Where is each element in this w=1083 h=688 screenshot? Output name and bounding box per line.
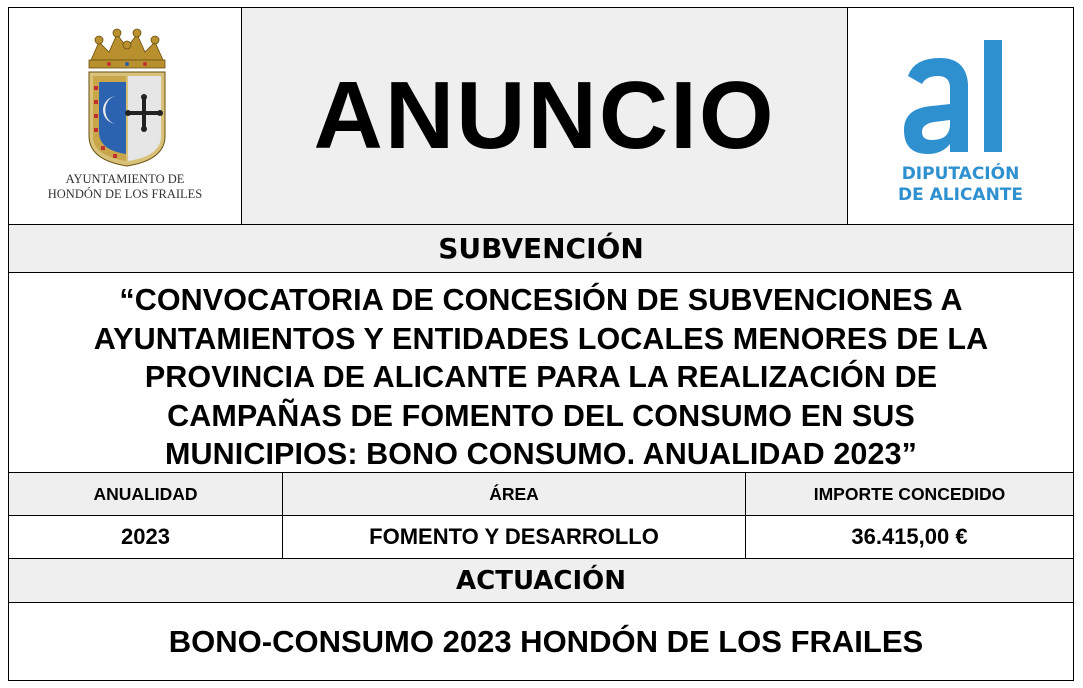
page-title: ANUNCIO	[313, 62, 776, 169]
convocatoria-line: PROVINCIA DE ALICANTE PARA LA REALIZACIÓN DE	[144, 360, 938, 394]
announcement-document	[8, 7, 1074, 681]
convocatoria-line: CAMPAÑAS DE FOMENTO DEL CONSUMO EN SUS	[167, 398, 915, 433]
coat-of-arms-icon	[81, 28, 173, 168]
convocatoria-line: MUNICIPIOS: BONO CONSUMO. ANUALIDAD 2023”	[165, 437, 917, 471]
diputacion-logo-cell	[848, 8, 1073, 224]
header-importe: IMPORTE CONCEDIDO	[813, 483, 1006, 504]
convocatoria-text	[9, 273, 1073, 473]
table-header-row	[9, 473, 1073, 516]
diputacion-line2: DE ALICANTE	[897, 185, 1024, 205]
subvencion-heading: SUBVENCIÓN	[9, 225, 1073, 273]
ayuntamiento-name	[9, 172, 241, 202]
diputacion-line1: DIPUTACIÓN	[901, 164, 1020, 184]
actuacion-text: BONO-CONSUMO 2023 HONDÓN DE LOS FRAILES	[9, 603, 1073, 680]
value-importe: 36.415,00 €	[851, 524, 968, 549]
ayuntamiento-line2: HONDÓN DE LOS FRAILES	[47, 187, 203, 201]
diputacion-name	[848, 164, 1073, 206]
header-area: ÁREA	[283, 473, 746, 515]
title-cell	[242, 8, 848, 224]
table-row	[9, 516, 1073, 559]
ayuntamiento-logo-cell	[9, 8, 242, 224]
value-anualidad: 2023	[9, 516, 283, 558]
value-area: FOMENTO Y DESARROLLO	[283, 516, 746, 558]
header-anualidad: ANUALIDAD	[9, 473, 283, 515]
convocatoria-line: “CONVOCATORIA DE CONCESIÓN DE SUBVENCIONES A	[119, 283, 963, 317]
diputacion-al-logo-icon	[900, 36, 1024, 156]
convocatoria-line: AYUNTAMIENTOS Y ENTIDADES LOCALES MENORES DE LA	[93, 321, 989, 356]
actuacion-heading: ACTUACIÓN	[9, 559, 1073, 603]
header-row	[9, 8, 1073, 225]
ayuntamiento-line1: AYUNTAMIENTO DE	[65, 172, 185, 186]
